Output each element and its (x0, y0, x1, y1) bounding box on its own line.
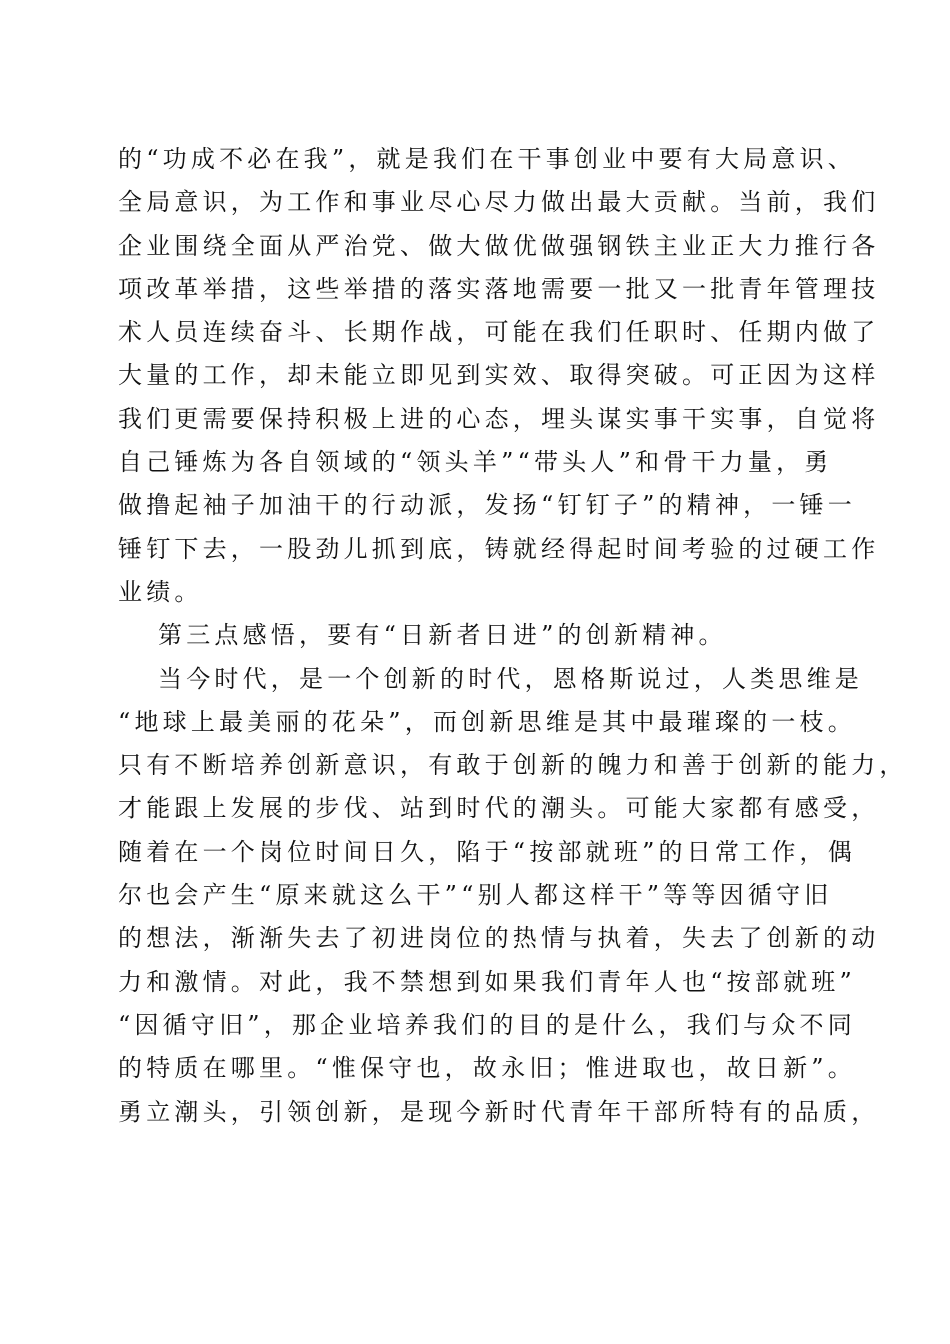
text-line: 自己锤炼为各自领域的“领头羊”“带头人”和骨干力量，勇 (118, 448, 833, 477)
text-line: 只有不断培养创新意识，有敢于创新的魄力和善于创新的能力， (118, 751, 908, 780)
text-line: 做撸起袖子加油干的行动派，发扬“钉钉子”的精神，一锤一 (118, 491, 856, 520)
text-line: 项改革举措，这些举措的落实落地需要一批又一批青年管理技 (118, 274, 880, 303)
body-text (118, 138, 908, 1134)
text-line: 业绩。 (118, 577, 203, 606)
text-line: 锤钉下去，一股劲儿抓到底，铸就经得起时间考验的过硬工作 (118, 534, 880, 563)
text-line: 力和激情。对此，我不禁想到如果我们青年人也“按部就班” (118, 967, 856, 996)
paragraph-start: 当今时代，是一个创新的时代，恩格斯说过，人类思维是 (158, 664, 863, 693)
text-line: 才能跟上发展的步伐、站到时代的潮头。可能大家都有感受， (118, 794, 880, 823)
text-line: 全局意识，为工作和事业尽心尽力做出最大贡献。当前，我们 (118, 188, 880, 217)
text-line: “因循守旧”，那企业培养我们的目的是什么，我们与众不同 (118, 1010, 856, 1039)
text-line: 尔也会产生“原来就这么干”“别人都这样干”等等因循守旧 (118, 881, 833, 910)
text-line: 术人员连续奋斗、长期作战，可能在我们任职时、任期内做了 (118, 318, 880, 347)
text-line: 随着在一个岗位时间日久，陷于“按部就班”的日常工作，偶 (118, 837, 856, 866)
section-heading: 第三点感悟，要有“日新者日进”的创新精神。 (158, 621, 727, 650)
text-line: 企业围绕全面从严治党、做大做优做强钢铁主业正大力推行各 (118, 231, 880, 260)
text-line: 大量的工作，却未能立即见到实效、取得突破。可正因为这样 (118, 361, 880, 390)
text-line: 的特质在哪里。“惟保守也，故永旧；惟进取也，故日新”。 (118, 1054, 856, 1083)
text-line: “地球上最美丽的花朵”，而创新思维是其中最璀璨的一枝。 (118, 707, 856, 736)
text-line: 我们更需要保持积极上进的心态，埋头谋实事干实事，自觉将 (118, 404, 880, 433)
text-line: 的“功成不必在我”，就是我们在干事创业中要有大局意识、 (118, 145, 856, 173)
text-line: 勇立潮头，引领创新，是现今新时代青年干部所特有的品质， (118, 1097, 880, 1126)
text-line: 的想法，渐渐失去了初进岗位的热情与执着，失去了创新的动 (118, 924, 880, 953)
